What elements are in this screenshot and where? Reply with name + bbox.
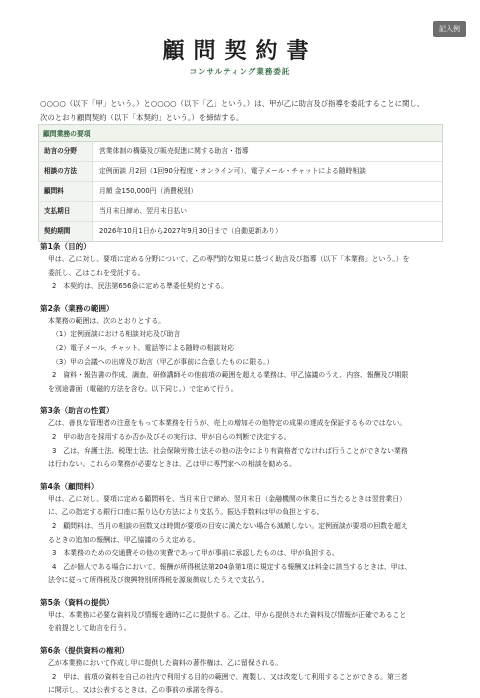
terms-row [39, 222, 442, 241]
article-line: 乙は、善良な管理者の注意をもって本業務を行うが、売上の増加その他特定の成果の達成を保証するものではない。 [48, 419, 407, 428]
sample-badge: 記入例 [433, 21, 466, 37]
article-line: 3 本業務のための交通費その他の実費であって甲が事前に承認したものは、甲が負担する。 [52, 549, 339, 558]
article-line: 甲は、乙に対し、要項に定める顧問料を、当月末日で締め、翌月末日（金融機関の休業日に当たるときは翌営業日） [48, 494, 407, 503]
terms-row-value: 月額 金150,000円（消費税別） [99, 187, 198, 195]
terms-row-value: 当月末日締め、翌月末日払い [99, 207, 188, 215]
article-title: 第4条（顧問料） [40, 481, 99, 491]
terms-row [39, 182, 442, 202]
contract-body [40, 240, 443, 698]
article-line: を前提として助言を行う。 [48, 624, 131, 633]
article-line: 2 本契約は、民法第656条に定める準委任契約とする。 [52, 282, 229, 291]
article-title: 第5条（資料の提供） [40, 597, 114, 607]
terms-row-label: 契約期間 [39, 222, 93, 241]
article-line: に開示し、又は公表するときは、乙の事前の承諾を得る。 [48, 686, 228, 695]
article-line: 甲は、本業務に必要な資料及び情報を適時に乙に提供する。乙は、甲から提供された資料及び情報が正確であること [48, 610, 407, 619]
article-title: 第1条（目的） [40, 242, 91, 251]
terms-row-value: 営業体制の構築及び販売促進に関する助言・指導 [99, 147, 249, 155]
intro-line: ○○○○（以下「甲」という。）と○○○○（以下「乙」という。）は、甲が乙に助言及び指導を委託することに関し、 [40, 99, 425, 108]
article-line: （1）定例面談における相談対応及び助言 [52, 330, 181, 339]
article-line: 委託し、乙はこれを受託する。 [48, 268, 145, 277]
terms-row-value: 2026年10月1日から2027年9月30日まで（自動更新あり） [99, 227, 282, 235]
intro-line: 次のとおり顧問契約（以下「本契約」という。）を締結する。 [40, 113, 244, 122]
terms-row [39, 142, 442, 162]
document-title: 顧問契約書 [162, 38, 318, 64]
article-line: （3）甲の会議への出席及び助言（甲乙が事前に合意したものに限る。） [52, 357, 274, 366]
article-line: 2 顧問料は、当月の相談の回数又は時間が要項の目安に満たない場合も減額しない。定例面談が要項の回数を超え [52, 521, 408, 530]
article-line: に、乙の指定する銀行口座に振り込む方法により支払う。振込手数料は甲の負担とする。 [48, 508, 324, 517]
article-line: 乙が本業務において作成し甲に提供した資料の著作権は、乙に留保される。 [48, 659, 283, 668]
document-subtitle: コンサルティング業務委託 [189, 67, 291, 76]
terms-row-value: 定例面談 月2回（1回90分程度・オンライン可）、電子メール・チャットによる随時相談 [99, 167, 366, 175]
article-line: るときの追加の報酬は、甲乙協議のうえ定める。 [48, 535, 200, 544]
article-title: 第6条（提供資料の権利） [40, 646, 129, 656]
terms-heading: 顧問業務の要項 [39, 125, 442, 142]
article-line: 2 資料・報告書の作成、調査、研修講師その他前項の範囲を超える業務は、甲乙協議のうえ、内容、報酬及び期限 [52, 371, 409, 380]
terms-row-label: 相談の方法 [39, 162, 93, 181]
article-line: 3 乙は、弁護士法、税理士法、社会保険労務士法その他の法令により有資格者でなければ行うことができない業務 [52, 446, 408, 455]
terms-row-label: 顧問料 [39, 182, 93, 201]
article-title: 第3条（助言の性質） [40, 406, 114, 416]
article-title: 第2条（業務の範囲） [40, 303, 114, 313]
terms-table [38, 124, 443, 242]
terms-row-label: 支払期日 [39, 202, 93, 221]
article-line: 4 乙が個人である場合において、報酬が所得税法第204条第1項に規定する報酬又は料金に該当するときは、甲は、 [52, 562, 412, 571]
terms-row-label: 助言の分野 [39, 142, 93, 161]
article-line: （2）電子メール、チャット、電話等による随時の相談対応 [52, 343, 235, 352]
article-line: 2 甲は、前項の資料を自己の社内で利用する目的の範囲で、複製し、又は改変して利用することができる。第三者 [52, 672, 408, 681]
article-line: を別途書面（電磁的方法を含む。以下同じ。）で定めて行う。 [48, 384, 238, 393]
article-line: 本業務の範囲は、次のとおりとする。 [48, 316, 166, 325]
article-line: 甲は、乙に対し、要項に定める分野について、乙の専門的な知見に基づく助言及び指導（以下「本業務」という。）を [48, 255, 410, 263]
article-line: 2 甲の助言を採用するか否か及びその実行は、甲が自らの判断で決定する。 [52, 432, 291, 441]
terms-row [39, 202, 442, 222]
intro-paragraph [40, 97, 440, 125]
article-line: は行わない。これらの業務が必要なときは、乙は甲に専門家への相談を勧める。 [48, 460, 297, 469]
terms-row [39, 162, 442, 182]
article-line: 法令に従って所得税及び復興特別所得税を源泉徴収したうえで支払う。 [48, 576, 269, 585]
